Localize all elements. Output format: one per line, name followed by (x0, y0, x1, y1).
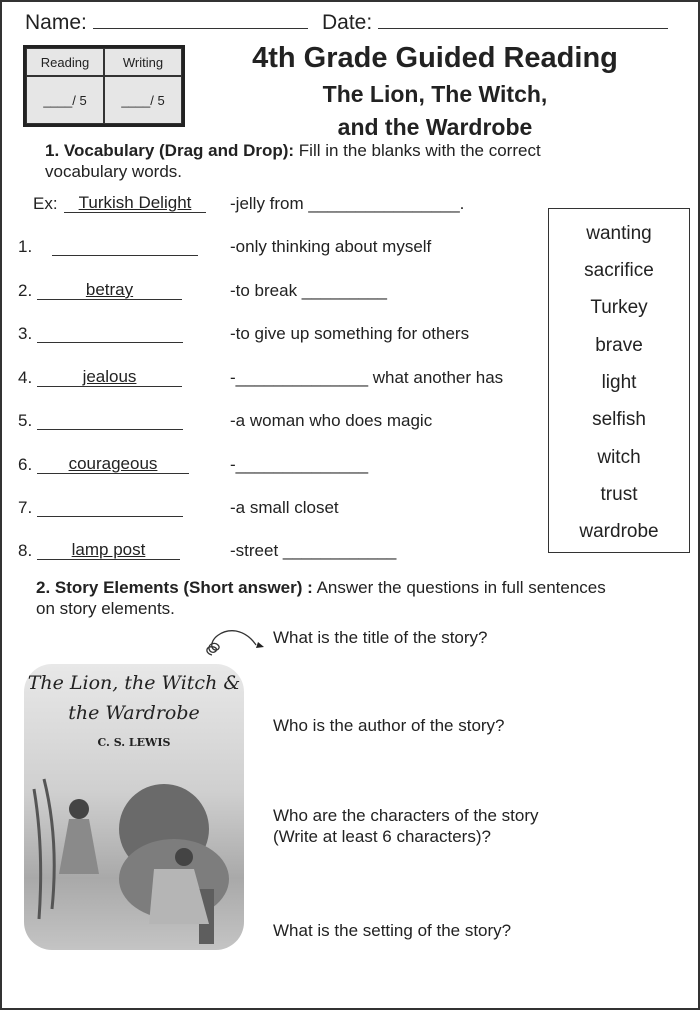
date-blank[interactable] (378, 11, 668, 29)
row-number: 5. (18, 411, 33, 430)
reading-label: Reading (26, 48, 104, 76)
cover-title-2: the Wardrobe (68, 702, 200, 724)
writing-label: Writing (104, 48, 182, 76)
date-label: Date: (322, 11, 373, 34)
answer-blank[interactable]: courageous (37, 455, 189, 474)
word-bank-item[interactable]: brave (595, 335, 643, 356)
row-number: 8. (18, 541, 33, 560)
word-bank (548, 208, 690, 553)
definition: -a small closet (230, 498, 339, 517)
row-number: Ex: (33, 194, 58, 213)
word-bank-item[interactable]: wardrobe (579, 521, 659, 542)
subtitle-line1: The Lion, The Witch, (322, 81, 548, 107)
question-title: What is the title of the story? (273, 628, 488, 647)
row-number: 4. (18, 368, 33, 387)
answer-blank[interactable] (52, 237, 198, 256)
date-field[interactable] (322, 11, 668, 35)
word-bank-item[interactable]: sacrifice (584, 260, 654, 281)
question-characters: Who are the characters of the story (273, 806, 539, 825)
writing-score: ____/ 5 (104, 76, 182, 124)
word-bank-item[interactable]: selfish (592, 409, 646, 430)
subtitle-line2: and the Wardrobe (337, 114, 533, 140)
section1-instruction: vocabulary words. (45, 162, 183, 181)
definition: -only thinking about myself (230, 237, 432, 256)
row-number: 1. (18, 237, 33, 256)
definition: -______________ (230, 455, 369, 474)
answer-blank[interactable] (37, 324, 183, 343)
section2-heading: 2. Story Elements (Short answer) : Answer the questions in full sentences (36, 578, 606, 597)
lion-illustration (24, 759, 244, 950)
word-bank-item[interactable]: Turkey (590, 297, 648, 318)
definition: -to give up something for others (230, 324, 470, 343)
answer-blank[interactable] (37, 411, 183, 430)
definition: -street ____________ (230, 541, 397, 560)
reading-score: ____/ 5 (26, 76, 104, 124)
question-author: Who is the author of the story? (273, 716, 505, 735)
word-bank-item[interactable]: trust (600, 484, 638, 505)
answer-blank[interactable]: lamp post (37, 541, 180, 560)
row-number: 3. (18, 324, 33, 343)
cover-title: The Lion, the Witch & (27, 672, 241, 694)
definition: -jelly from ________________. (230, 194, 465, 213)
name-label: Name: (25, 11, 87, 34)
name-field[interactable] (25, 11, 308, 35)
answer-blank[interactable] (37, 498, 183, 517)
curly-arrow-icon (200, 615, 270, 665)
answer-blank[interactable]: jealous (37, 368, 182, 387)
cover-author: C. S. LEWIS (97, 736, 171, 749)
answer-blank[interactable]: betray (37, 281, 182, 300)
question-setting: What is the setting of the story? (273, 921, 512, 940)
definition: -a woman who does magic (230, 411, 433, 430)
section2-instruction: on story elements. (36, 599, 175, 618)
word-bank-item[interactable]: witch (597, 447, 641, 468)
section1-heading: 1. Vocabulary (Drag and Drop): Fill in the blanks with the correct (45, 141, 541, 160)
name-blank[interactable] (93, 11, 308, 29)
page-title: 4th Grade Guided Reading (252, 42, 618, 74)
row-number: 2. (18, 281, 33, 300)
definition: -______________ what another has (230, 368, 504, 387)
score-box (23, 45, 185, 127)
row-number: 6. (18, 455, 33, 474)
word-bank-item[interactable]: light (601, 372, 637, 393)
answer-blank[interactable]: Turkish Delight (64, 194, 206, 213)
book-cover-image (24, 664, 244, 950)
definition: -to break _________ (230, 281, 387, 300)
word-bank-item[interactable]: wanting (586, 223, 652, 244)
question-characters-note: (Write at least 6 characters)? (273, 827, 491, 846)
row-number: 7. (18, 498, 33, 517)
